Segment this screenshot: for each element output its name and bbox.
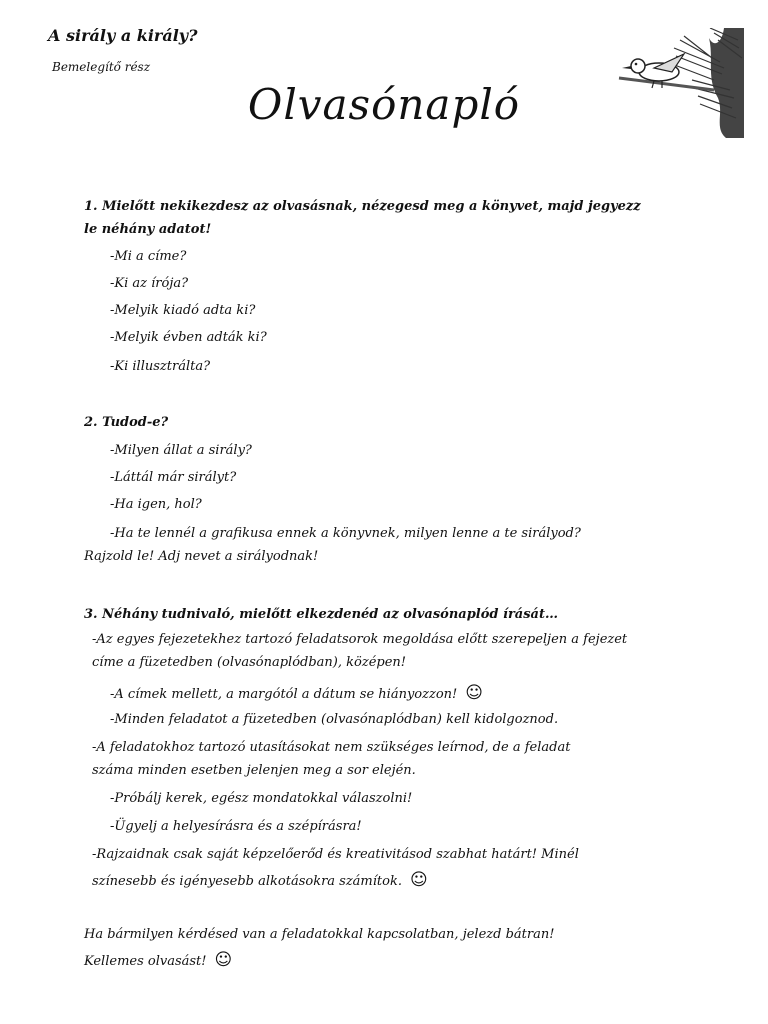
section3-p1-line2: címe a füzetedben (olvasónaplódban), középen!	[92, 655, 406, 670]
section3-p2-text: -A címek mellett, a margótól a dátum se hiányozzon!	[110, 687, 458, 702]
smiley-icon: ☺	[409, 870, 428, 890]
main-title: Olvasónapló	[247, 80, 521, 129]
smiley-icon: ☺	[465, 683, 483, 703]
section3-p4-line2: száma minden esetben jelenjen meg a sor elején.	[92, 763, 416, 778]
section2-long-line2: Rajzold le! Adj nevet a sirályodnak!	[84, 549, 319, 564]
section3-p5: -Próbálj kerek, egész mondatokkal válaszolni!	[110, 791, 413, 806]
section3-p2	[110, 683, 483, 703]
section1-item: -Melyik évben adták ki?	[110, 330, 267, 345]
section3-p7-line1: -Rajzaidnak csak saját képzelőerőd és kreativitásod szabhat határt! Minél	[92, 847, 579, 862]
section3-p3: -Minden feladatot a füzetedben (olvasónaplódban) kell kidolgoznod.	[110, 712, 559, 727]
section2-item: -Ha igen, hol?	[110, 497, 202, 512]
header-subtitle: Bemelegítő rész	[52, 60, 151, 74]
closing-line2-text: Kellemes olvasást!	[84, 954, 207, 969]
header-title: A sirály a király?	[48, 26, 198, 45]
section3-heading: 3. Néhány tudnivaló, mielőtt elkezdenéd az olvasónaplód írását…	[84, 607, 558, 622]
closing-line2	[84, 950, 232, 970]
section3-p1-line1: -Az egyes fejezetekhez tartozó feladatsorok megoldása előtt szerepeljen a fejezet	[92, 632, 628, 647]
section2-long-line1: -Ha te lennél a grafikusa ennek a könyvnek, milyen lenne a te sirályod?	[110, 526, 581, 541]
section1-heading-line1: 1. Mielőtt nekikezdesz az olvasásnak, nézegesd meg a könyvet, majd jegyezz	[84, 199, 641, 214]
smiley-icon: ☺	[214, 950, 233, 970]
closing-line1: Ha bármilyen kérdésed van a feladatokkal kapcsolatban, jelezd bátran!	[84, 927, 555, 942]
section3-p4-line1: -A feladatokhoz tartozó utasításokat nem szükséges leírnod, de a feladat	[92, 740, 571, 755]
section2-item: -Láttál már sirályt?	[110, 470, 237, 485]
section1-item: -Ki az írója?	[110, 276, 189, 291]
section1-item: -Melyik kiadó adta ki?	[110, 303, 256, 318]
section3-p7-line2	[92, 870, 428, 890]
section1-item: -Mi a címe?	[110, 249, 187, 264]
section1-item: -Ki illusztrálta?	[110, 359, 211, 374]
section2-item: -Milyen állat a sirály?	[110, 443, 252, 458]
section3-p6: -Ügyelj a helyesírásra és a szépírásra!	[110, 819, 362, 834]
section3-p7-line2-text: színesebb és igényesebb alkotásokra számítok.	[92, 874, 402, 889]
section1-heading-line2: le néhány adatot!	[84, 222, 212, 237]
section2-heading: 2. Tudod-e?	[84, 415, 169, 430]
